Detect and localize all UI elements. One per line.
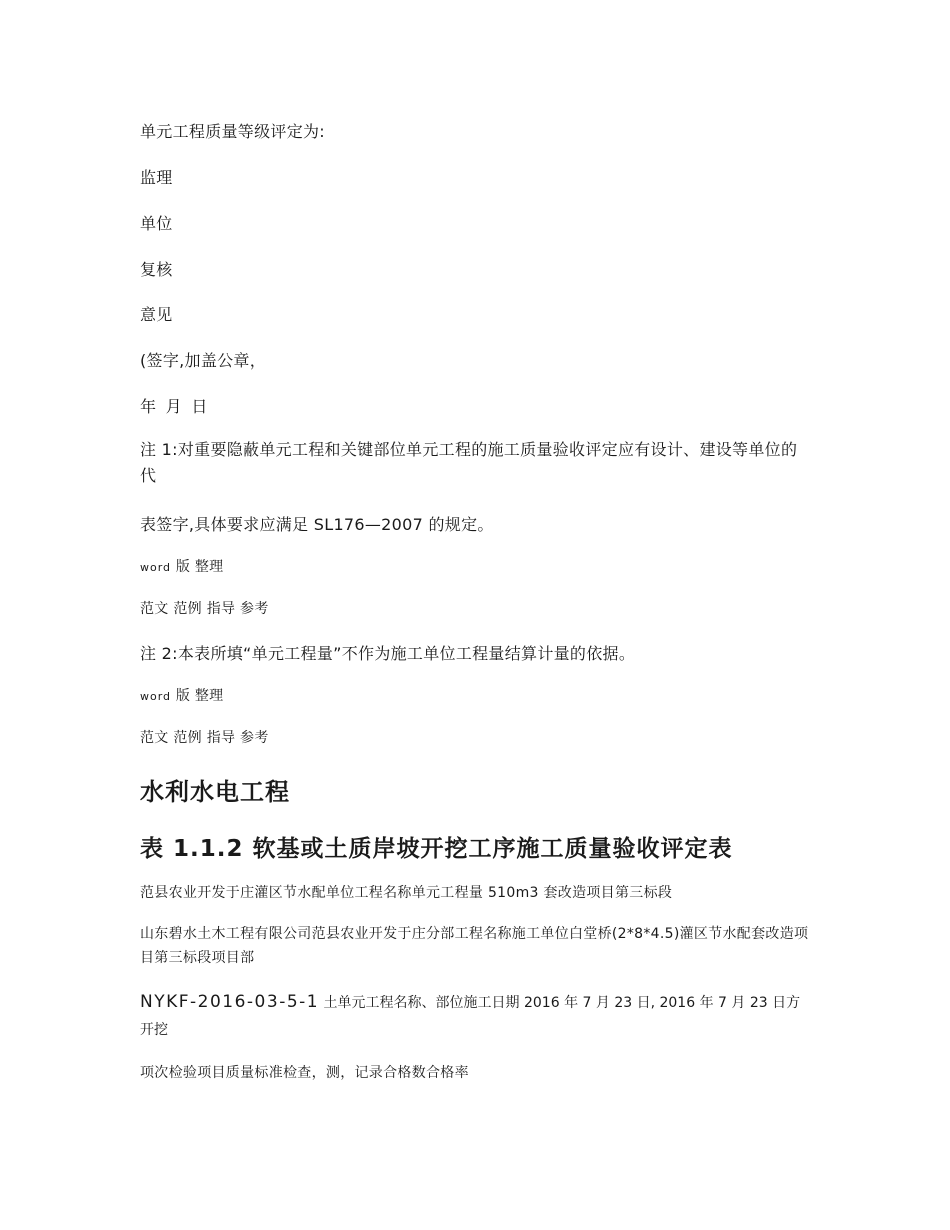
footer-word-2 <box>140 685 223 705</box>
word-text: word <box>140 690 172 703</box>
opinion-label: 意见 <box>140 305 173 324</box>
signature-line: (签字,加盖公章， <box>140 351 267 370</box>
company-line: 山东碧水土木工程有限公司范县农业开发于庄分部工程名称施工单位白堂桥(2*8*4.5)灌区节水配套改造项目第三标段项目部 <box>140 926 809 966</box>
unit-code: NYKF-2016-03-5-1 <box>140 992 320 1012</box>
word-text: word <box>140 561 172 574</box>
supervisor-label: 监理 <box>140 168 173 187</box>
note-1-continued: 表签字,具体要求应满足 SL176—2007 的规定。 <box>140 515 494 534</box>
unit-code-line <box>140 989 810 1044</box>
unit-label: 单位 <box>140 214 173 233</box>
table-title: 表 1.1.2 软基或土质岸坡开挖工序施工质量验收评定表 <box>140 836 733 862</box>
table-header-line: 项次检验项目质量标准检查，测，记录合格数合格率 <box>140 1065 469 1081</box>
review-label: 复核 <box>140 260 173 279</box>
evaluation-line: 单元工程质量等级评定为: <box>140 122 325 141</box>
footer-fanwen-1: 范文 范例 指导 参考 <box>140 601 269 617</box>
project-name-line: 范县农业开发于庄灌区节水配单位工程名称单元工程量 510m3 套改造项目第三标段 <box>140 885 673 901</box>
footer-fanwen-2: 范文 范例 指导 参考 <box>140 730 269 746</box>
section-heading: 水利水电工程 <box>140 778 290 806</box>
footer-word-rest: 版 整理 <box>175 559 224 575</box>
note-1: 注 1:对重要隐蔽单元工程和关键部位单元工程的施工质量验收评定应有设计、建设等单位的代 <box>140 440 798 485</box>
date-line: 年 月 日 <box>140 397 208 416</box>
footer-word-1 <box>140 556 223 576</box>
note-2: 注 2:本表所填“单元工程量”不作为施工单位工程量结算计量的依据。 <box>140 644 636 663</box>
footer-word-rest: 版 整理 <box>175 688 224 704</box>
unit-code-rest: 土单元工程名称、部位施工日期 2016 年 7 月 23 日, 2016 年 7 月 23 日方开挖 <box>140 995 801 1038</box>
